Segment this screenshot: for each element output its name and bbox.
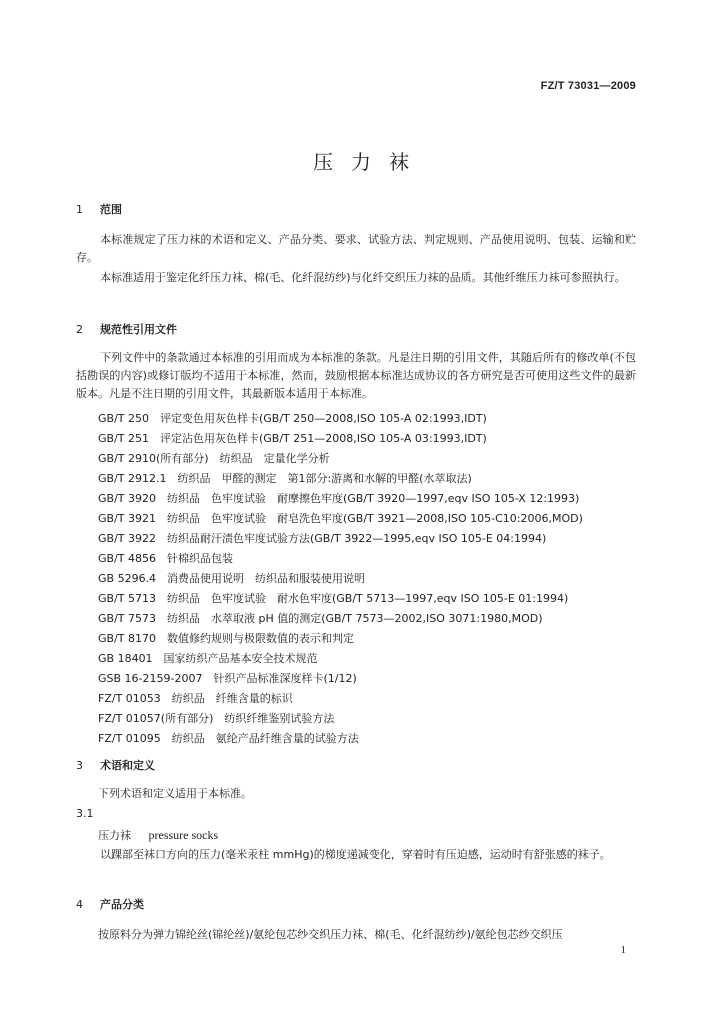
term-english: pressure socks [148,828,219,842]
reference-item: GB/T 2912.1 纺织品 甲醛的测定 第1部分:游离和水解的甲醛(水萃取法) [98,472,472,485]
reference-item: GB 18401 国家纺织产品基本安全技术规范 [98,652,318,665]
section-1-heading [76,201,122,217]
reference-item: GB/T 4856 针棉织品包装 [98,552,233,565]
reference-item: FZ/T 01057(所有部分) 纺织纤维鉴别试验方法 [98,712,335,725]
reference-item: GB/T 2910(所有部分) 纺织品 定量化学分析 [98,452,330,465]
reference-item: GB/T 3921 纺织品 色牢度试验 耐皂洗色牢度(GB/T 3921—2008,ISO 105-C10:2006,MOD) [98,512,583,525]
section-2-heading [76,321,177,337]
reference-item: FZ/T 01053 纺织品 纤维含量的标识 [98,692,293,705]
references-intro: 下列文件中的条款通过本标准的引用而成为本标准的条款。凡是注日期的引用文件，其随后所有的修改单(不包括勘误的内容)或修订版均不适用于本标准，然而，鼓励根据本标准达成协议的各方研究是否可使用这些文件的最新版本。凡是不注日期的引用文件，其最新版本适用于本标准。 [76,351,636,400]
reference-item: GB/T 250 评定变色用灰色样卡(GB/T 250—2008,ISO 105-A 02:1993,IDT) [98,412,487,425]
section-title: 规范性引用文件 [100,323,177,336]
section-number: 4 [76,898,83,911]
reference-item: GSB 16-2159-2007 针织产品标准深度样卡(1/12) [98,672,357,685]
term-chinese: 压力袜 [98,829,131,842]
reference-item: GB/T 5713 纺织品 色牢度试验 耐水色牢度(GB/T 5713—1997,eqv ISO 105-E 01:1994) [98,592,569,605]
classification-text: 按原料分为弹力锦纶丝(锦纶丝)/氨纶包芯纱交织压力袜、棉(毛、化纤混纺纱)/氨纶包芯纱交织压 [98,928,563,941]
reference-item: GB/T 7573 纺织品 水萃取液 pH 值的测定(GB/T 7573—2002,ISO 3071:1980,MOD) [98,612,543,625]
term-definition: 以踝部至袜口方向的压力(毫米汞柱 mmHg)的梯度递减变化，穿着时有压迫感，运动时有舒张感的袜子。 [100,848,611,861]
section-number: 3 [76,759,83,772]
scope-paragraph-1: 本标准规定了压力袜的术语和定义、产品分类、要求、试验方法、判定规则、产品使用说明、包装、运输和贮存。 [76,233,636,264]
section-number: 2 [76,323,83,336]
section-number: 1 [76,203,83,216]
section-title: 产品分类 [100,898,144,911]
reference-item: FZ/T 01095 纺织品 氨纶产品纤维含量的试验方法 [98,732,359,745]
reference-item: GB/T 8170 数值修约规则与极限数值的表示和判定 [98,632,354,645]
standard-number: FZ/T 73031—2009 [540,80,636,92]
document-title: 压力袜 [313,150,427,174]
reference-item: GB/T 3922 纺织品耐汗渍色牢度试验方法(GB/T 3922—1995,eqv ISO 105-E 04:1994) [98,532,547,545]
reference-item: GB 5296.4 消费品使用说明 纺织品和服装使用说明 [98,572,366,585]
section-3-heading [76,757,155,773]
section-4-heading [76,896,144,912]
reference-item: GB/T 3920 纺织品 色牢度试验 耐摩擦色牢度(GB/T 3920—1997,eqv ISO 105-X 12:1993) [98,492,580,505]
clause-number: 3.1 [76,807,94,820]
section-title: 范围 [100,203,122,216]
section-title: 术语和定义 [100,759,155,772]
terms-intro: 下列术语和定义适用于本标准。 [98,787,252,800]
reference-item: GB/T 251 评定沾色用灰色样卡(GB/T 251—2008,ISO 105-A 03:1993,IDT) [98,432,487,445]
scope-paragraph-2: 本标准适用于鉴定化纤压力袜、棉(毛、化纤混纺纱)与化纤交织压力袜的品质。其他纤维压力袜可参照执行。 [100,271,626,284]
page-number: 1 [620,944,626,956]
term-entry [98,827,218,843]
